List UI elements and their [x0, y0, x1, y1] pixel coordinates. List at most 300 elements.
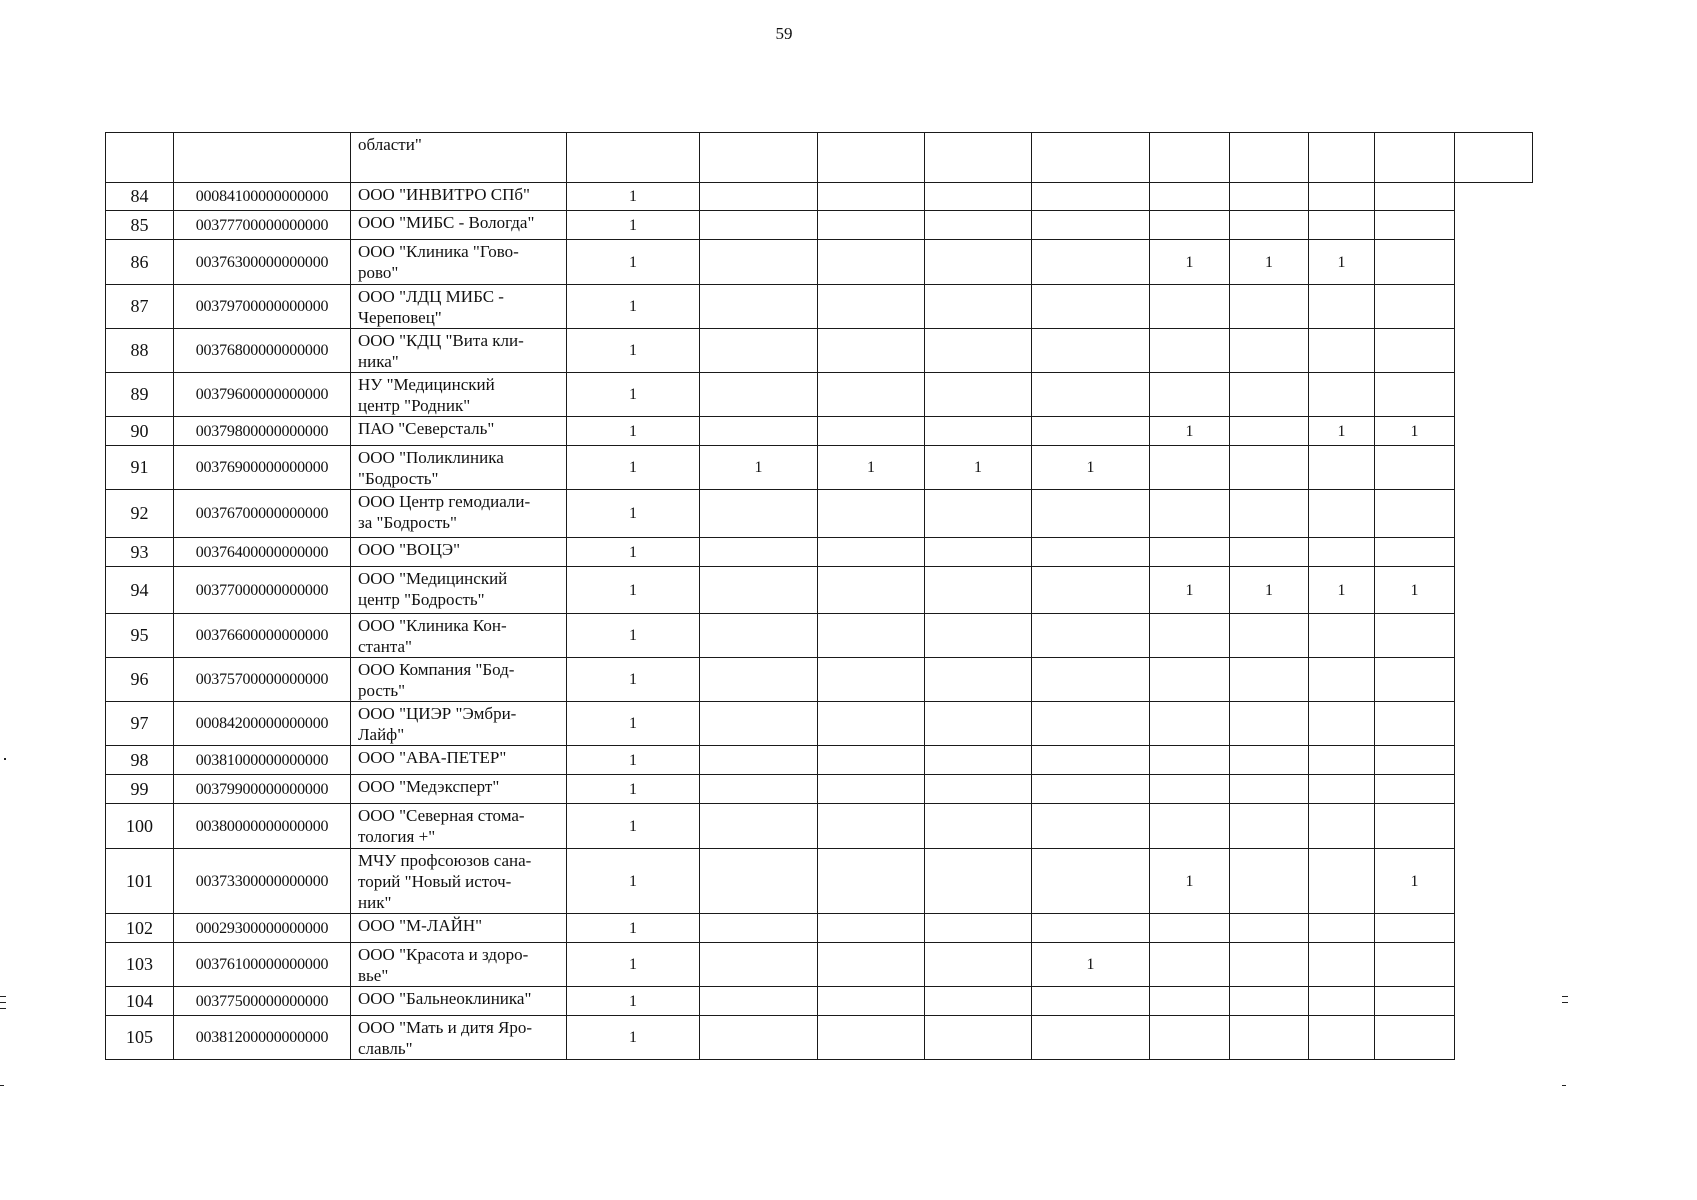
cell-mark: [700, 987, 818, 1016]
cell-name: НУ "Медицинский центр "Родник": [351, 373, 567, 417]
cell-mark: [1309, 914, 1375, 943]
cell-code: 00377700000000000: [174, 211, 351, 240]
cell-mark: [1150, 538, 1230, 567]
cell-mark: [818, 914, 925, 943]
cell-mark: [700, 133, 818, 183]
cell-mark: 1: [567, 240, 700, 285]
cell-code: 00379900000000000: [174, 775, 351, 804]
cell-mark: [818, 567, 925, 614]
cell-num: 101: [106, 849, 174, 914]
cell-mark: [818, 614, 925, 658]
scan-mark: [0, 1008, 6, 1009]
cell-mark: [700, 183, 818, 211]
table-row: [106, 567, 1533, 614]
cell-mark: [1375, 658, 1455, 702]
cell-mark: 1: [1309, 567, 1375, 614]
cell-mark: 1: [1150, 849, 1230, 914]
cell-mark: [1309, 133, 1375, 183]
cell-mark: [1375, 775, 1455, 804]
cell-name: ООО "ВОЦЭ": [351, 538, 567, 567]
cell-mark: [925, 775, 1032, 804]
cell-mark: [1150, 702, 1230, 746]
cell-mark: [925, 804, 1032, 849]
cell-mark: [567, 133, 700, 183]
continuation-row: [106, 133, 1533, 183]
cell-mark: [1375, 538, 1455, 567]
cell-num: 87: [106, 285, 174, 329]
cell-num: 104: [106, 987, 174, 1016]
cell-mark: [818, 538, 925, 567]
cell-mark: [1032, 914, 1150, 943]
cell-name: ООО "ИНВИТРО СПб": [351, 183, 567, 211]
cell-mark: [925, 702, 1032, 746]
cell-mark: [1032, 183, 1150, 211]
cell-mark: [1309, 987, 1375, 1016]
cell-mark: [818, 490, 925, 538]
cell-mark: [818, 1016, 925, 1060]
cell-mark: [1230, 702, 1309, 746]
cell-code: 00376300000000000: [174, 240, 351, 285]
cell-mark: [818, 987, 925, 1016]
cell-mark: [1375, 746, 1455, 775]
cell-name: ООО "Мать и дитя Яро- славль": [351, 1016, 567, 1060]
cell-name: ООО "Поликлиника "Бодрость": [351, 446, 567, 490]
cell-mark: 1: [1375, 567, 1455, 614]
cell-mark: [700, 567, 818, 614]
cell-mark: 1: [567, 417, 700, 446]
cell-mark: [1230, 658, 1309, 702]
cell-mark: 1: [567, 490, 700, 538]
cell-code: 00376800000000000: [174, 329, 351, 373]
cell-mark: [925, 417, 1032, 446]
cell-mark: [700, 658, 818, 702]
cell-mark: [1375, 914, 1455, 943]
table-row: [106, 702, 1533, 746]
cell-mark: 1: [567, 373, 700, 417]
cell-mark: [1230, 329, 1309, 373]
scan-mark: [4, 758, 6, 760]
cell-mark: [700, 373, 818, 417]
cell-code: 00377500000000000: [174, 987, 351, 1016]
cell-code: 00376400000000000: [174, 538, 351, 567]
cell-mark: [818, 775, 925, 804]
cell-mark: 1: [818, 446, 925, 490]
cell-mark: 1: [567, 614, 700, 658]
cell-mark: [1032, 987, 1150, 1016]
cell-code: 00084100000000000: [174, 183, 351, 211]
cell-mark: [1230, 746, 1309, 775]
table-row: [106, 183, 1533, 211]
cell-mark: [1150, 183, 1230, 211]
cell-num: 103: [106, 943, 174, 987]
cell-num: 85: [106, 211, 174, 240]
cell-code: 00381000000000000: [174, 746, 351, 775]
cell-mark: 1: [567, 849, 700, 914]
cell-mark: [1230, 987, 1309, 1016]
cell-mark: [1375, 240, 1455, 285]
cell-num: 98: [106, 746, 174, 775]
cell-name: ООО "КДЦ "Вита кли- ника": [351, 329, 567, 373]
cell-mark: [700, 614, 818, 658]
cell-name: МЧУ профсоюзов сана- торий "Новый источ- ник": [351, 849, 567, 914]
cell-mark: [1375, 490, 1455, 538]
cell-mark: [818, 658, 925, 702]
cell-mark: [1375, 133, 1455, 183]
cell-num: 102: [106, 914, 174, 943]
cell-mark: [1309, 943, 1375, 987]
cell-mark: [818, 285, 925, 329]
cell-name: ООО "Бальнеоклиника": [351, 987, 567, 1016]
cell-mark: [1150, 490, 1230, 538]
cell-mark: 1: [567, 775, 700, 804]
cell-mark: [1230, 943, 1309, 987]
table-row: [106, 1016, 1533, 1060]
table-row: [106, 240, 1533, 285]
cell-mark: [1032, 702, 1150, 746]
cell-mark: [1150, 373, 1230, 417]
cell-num: 105: [106, 1016, 174, 1060]
cell-code: 00084200000000000: [174, 702, 351, 746]
cell-mark: [925, 943, 1032, 987]
cell-mark: [818, 211, 925, 240]
cell-code: [174, 133, 351, 183]
cell-mark: [700, 943, 818, 987]
cell-mark: [700, 417, 818, 446]
cell-mark: [1230, 849, 1309, 914]
cell-mark: [1309, 849, 1375, 914]
cell-mark: [1150, 658, 1230, 702]
cell-mark: [1375, 943, 1455, 987]
cell-mark: [925, 746, 1032, 775]
cell-mark: [1032, 417, 1150, 446]
cell-mark: [818, 417, 925, 446]
scan-mark: [0, 996, 6, 997]
cell-name: ООО "Красота и здоро- вье": [351, 943, 567, 987]
cell-code: 00379700000000000: [174, 285, 351, 329]
cell-mark: 1: [567, 987, 700, 1016]
cell-mark: [818, 373, 925, 417]
cell-mark: [1309, 702, 1375, 746]
table-row: [106, 658, 1533, 702]
cell-num: 95: [106, 614, 174, 658]
cell-mark: [700, 1016, 818, 1060]
cell-mark: 1: [567, 702, 700, 746]
cell-code: 00376600000000000: [174, 614, 351, 658]
cell-num: 100: [106, 804, 174, 849]
cell-mark: [925, 133, 1032, 183]
cell-mark: [1375, 285, 1455, 329]
cell-mark: [1150, 987, 1230, 1016]
table-row: [106, 914, 1533, 943]
cell-mark: 1: [567, 914, 700, 943]
cell-mark: [1309, 658, 1375, 702]
scan-mark: [0, 1085, 4, 1086]
cell-mark: [700, 914, 818, 943]
table-row: [106, 987, 1533, 1016]
cell-mark: [818, 746, 925, 775]
cell-mark: [700, 285, 818, 329]
cell-mark: [1230, 446, 1309, 490]
cell-mark: [1375, 183, 1455, 211]
cell-mark: [1230, 183, 1309, 211]
cell-mark: [1032, 211, 1150, 240]
cell-name: области": [351, 133, 567, 183]
cell-mark: [1455, 133, 1533, 183]
cell-mark: 1: [1230, 567, 1309, 614]
table-row: [106, 490, 1533, 538]
cell-mark: 1: [567, 658, 700, 702]
cell-mark: 1: [925, 446, 1032, 490]
cell-mark: 1: [567, 567, 700, 614]
scan-mark: [1562, 996, 1568, 997]
cell-mark: 1: [567, 943, 700, 987]
cell-mark: [1375, 702, 1455, 746]
table-row: [106, 804, 1533, 849]
cell-mark: [1309, 329, 1375, 373]
cell-code: 00380000000000000: [174, 804, 351, 849]
cell-mark: [1032, 490, 1150, 538]
cell-mark: 1: [567, 446, 700, 490]
cell-name: ПАО "Северсталь": [351, 417, 567, 446]
cell-mark: [818, 943, 925, 987]
cell-mark: 1: [567, 329, 700, 373]
cell-mark: [1375, 446, 1455, 490]
table-row: [106, 373, 1533, 417]
cell-mark: [1375, 373, 1455, 417]
table-row: [106, 614, 1533, 658]
cell-mark: [1032, 373, 1150, 417]
cell-mark: 1: [1230, 240, 1309, 285]
cell-mark: [925, 614, 1032, 658]
cell-mark: [1230, 538, 1309, 567]
cell-mark: 1: [1032, 943, 1150, 987]
cell-code: 00373300000000000: [174, 849, 351, 914]
cell-mark: [700, 538, 818, 567]
organizations-table: [105, 132, 1533, 1060]
cell-mark: 1: [1150, 240, 1230, 285]
cell-mark: [1150, 804, 1230, 849]
table-row: [106, 417, 1533, 446]
cell-mark: 1: [567, 804, 700, 849]
cell-mark: [1230, 490, 1309, 538]
cell-mark: [1032, 329, 1150, 373]
cell-mark: [1309, 775, 1375, 804]
cell-mark: [1230, 914, 1309, 943]
cell-mark: [1230, 804, 1309, 849]
cell-mark: [1032, 1016, 1150, 1060]
cell-mark: [1032, 133, 1150, 183]
cell-mark: [925, 240, 1032, 285]
cell-mark: [1032, 658, 1150, 702]
cell-mark: [925, 567, 1032, 614]
cell-mark: [1150, 1016, 1230, 1060]
cell-num: 92: [106, 490, 174, 538]
cell-mark: [925, 914, 1032, 943]
cell-mark: [925, 987, 1032, 1016]
cell-mark: [925, 373, 1032, 417]
cell-code: 00376700000000000: [174, 490, 351, 538]
cell-mark: [1375, 211, 1455, 240]
cell-num: 88: [106, 329, 174, 373]
cell-mark: [1309, 183, 1375, 211]
cell-mark: 1: [567, 1016, 700, 1060]
cell-mark: 1: [567, 211, 700, 240]
cell-name: ООО Компания "Бод- рость": [351, 658, 567, 702]
cell-mark: [1032, 775, 1150, 804]
cell-mark: [1309, 285, 1375, 329]
cell-code: 00375700000000000: [174, 658, 351, 702]
cell-mark: [1230, 133, 1309, 183]
cell-num: 94: [106, 567, 174, 614]
cell-code: 00029300000000000: [174, 914, 351, 943]
cell-mark: [818, 133, 925, 183]
cell-mark: [1032, 614, 1150, 658]
cell-mark: [1150, 746, 1230, 775]
cell-code: 00377000000000000: [174, 567, 351, 614]
cell-name: ООО "Медэксперт": [351, 775, 567, 804]
cell-mark: [818, 329, 925, 373]
cell-mark: [1150, 943, 1230, 987]
cell-mark: [700, 775, 818, 804]
cell-mark: [1375, 804, 1455, 849]
cell-mark: 1: [1375, 417, 1455, 446]
cell-mark: [1230, 211, 1309, 240]
cell-name: ООО "Клиника Кон- станта": [351, 614, 567, 658]
cell-mark: [1150, 211, 1230, 240]
cell-mark: [1309, 746, 1375, 775]
cell-mark: [1150, 914, 1230, 943]
cell-mark: [818, 702, 925, 746]
cell-mark: 1: [1032, 446, 1150, 490]
cell-code: 00379600000000000: [174, 373, 351, 417]
scan-mark: [1562, 1085, 1566, 1086]
cell-mark: [818, 849, 925, 914]
cell-mark: [1230, 373, 1309, 417]
cell-mark: 1: [1309, 417, 1375, 446]
cell-num: 97: [106, 702, 174, 746]
table-row: [106, 211, 1533, 240]
cell-name: ООО "АВА-ПЕТЕР": [351, 746, 567, 775]
cell-mark: [700, 329, 818, 373]
cell-mark: [818, 240, 925, 285]
cell-mark: [1309, 1016, 1375, 1060]
cell-name: ООО Центр гемодиали- за "Бодрость": [351, 490, 567, 538]
cell-mark: [1230, 1016, 1309, 1060]
cell-mark: [1032, 804, 1150, 849]
cell-mark: [1230, 417, 1309, 446]
cell-mark: [1150, 285, 1230, 329]
cell-mark: [925, 285, 1032, 329]
cell-mark: [1150, 775, 1230, 804]
cell-mark: [1309, 373, 1375, 417]
cell-mark: [1309, 211, 1375, 240]
scan-mark: [1562, 1002, 1568, 1003]
cell-mark: [700, 849, 818, 914]
cell-mark: 1: [1150, 417, 1230, 446]
cell-mark: 1: [700, 446, 818, 490]
cell-mark: [1309, 804, 1375, 849]
cell-mark: 1: [1309, 240, 1375, 285]
cell-mark: [1032, 849, 1150, 914]
cell-mark: [1309, 538, 1375, 567]
cell-mark: [1309, 614, 1375, 658]
cell-name: ООО "Медицинский центр "Бодрость": [351, 567, 567, 614]
cell-mark: [1375, 329, 1455, 373]
scan-mark: [0, 1002, 6, 1003]
table-row: [106, 849, 1533, 914]
table-row: [106, 329, 1533, 373]
cell-mark: [1150, 446, 1230, 490]
cell-mark: [700, 211, 818, 240]
cell-mark: [1032, 240, 1150, 285]
cell-name: ООО "ЦИЭР "Эмбри- Лайф": [351, 702, 567, 746]
table-row: [106, 746, 1533, 775]
cell-mark: [818, 804, 925, 849]
page-number: 59: [775, 24, 793, 43]
cell-mark: 1: [567, 746, 700, 775]
cell-mark: [1375, 987, 1455, 1016]
cell-num: [106, 133, 174, 183]
cell-num: 93: [106, 538, 174, 567]
cell-mark: [700, 490, 818, 538]
table-row: [106, 538, 1533, 567]
cell-mark: [925, 490, 1032, 538]
cell-mark: 1: [567, 183, 700, 211]
cell-mark: [700, 702, 818, 746]
cell-num: 91: [106, 446, 174, 490]
cell-name: ООО "М-ЛАЙН": [351, 914, 567, 943]
cell-num: 90: [106, 417, 174, 446]
cell-mark: [818, 183, 925, 211]
cell-code: 00381200000000000: [174, 1016, 351, 1060]
cell-mark: [1150, 329, 1230, 373]
cell-mark: [925, 211, 1032, 240]
cell-mark: [925, 329, 1032, 373]
cell-mark: 1: [567, 538, 700, 567]
cell-mark: [1309, 490, 1375, 538]
cell-code: 00376900000000000: [174, 446, 351, 490]
cell-name: ООО "Северная стома- тология +": [351, 804, 567, 849]
cell-mark: [1375, 1016, 1455, 1060]
cell-mark: [1230, 285, 1309, 329]
cell-mark: 1: [1375, 849, 1455, 914]
cell-mark: [925, 849, 1032, 914]
cell-num: 84: [106, 183, 174, 211]
cell-num: 86: [106, 240, 174, 285]
cell-num: 96: [106, 658, 174, 702]
cell-name: ООО "Клиника "Гово- рово": [351, 240, 567, 285]
cell-mark: [925, 538, 1032, 567]
cell-mark: [925, 1016, 1032, 1060]
cell-mark: [925, 658, 1032, 702]
cell-num: 99: [106, 775, 174, 804]
cell-mark: [1032, 746, 1150, 775]
cell-mark: [925, 183, 1032, 211]
cell-mark: [700, 746, 818, 775]
cell-code: 00379800000000000: [174, 417, 351, 446]
cell-mark: [1230, 775, 1309, 804]
cell-mark: [1150, 133, 1230, 183]
cell-mark: [1032, 285, 1150, 329]
cell-mark: [700, 804, 818, 849]
cell-mark: [1230, 614, 1309, 658]
cell-mark: [1032, 538, 1150, 567]
cell-name: ООО "МИБС - Вологда": [351, 211, 567, 240]
table-row: [106, 446, 1533, 490]
cell-name: ООО "ЛДЦ МИБС - Череповец": [351, 285, 567, 329]
cell-mark: 1: [567, 285, 700, 329]
table-row: [106, 285, 1533, 329]
